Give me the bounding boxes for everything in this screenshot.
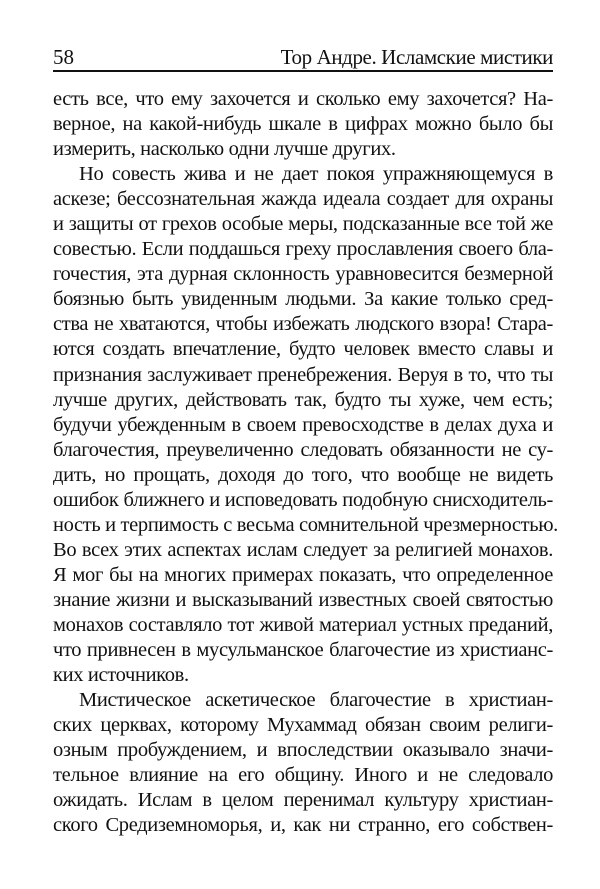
text-line: ского Средиземноморья, и, как ни странно, его собствен- [53,814,553,837]
text-line: ются создать впечатление, будто человек вместо славы и [53,338,553,361]
text-line: ность и терпимость с весьма сомнительной чрезмерностью. [53,513,558,536]
text-line: дить, но прощать, доходя до того, что вообще не видеть [53,463,553,486]
running-header [53,44,553,72]
text-line: измерить, насколько одни лучше других. [53,138,396,161]
text-line: Во всех этих аспектах ислам следует за религией монахов. [53,538,553,561]
paragraph [53,87,553,162]
text-line: ских церквах, которому Мухаммад обязан своим религи- [53,714,553,737]
text-line: верное, на какой-нибудь шкале в цифрах можно было бы [53,113,553,136]
text-line: тельное влияние на его общину. Иного и не следовало [53,764,553,787]
text-line: признания заслуживает пренебрежения. Веруя в то, что ты [53,363,553,386]
paragraph [53,688,553,838]
text-line: будучи убежденным в своем превосходстве в делах духа и [53,413,553,436]
text-line: боязнью быть увиденным людьми. За какие только сред- [53,288,553,311]
text-line: Я мог бы на многих примерах показать, что определенное [53,563,553,586]
text-line: совестью. Если поддашься греху прославления своего бла- [53,238,553,261]
text-line: Но совесть жива и не дает покоя упражняющемуся в [79,163,553,186]
text-line: Мистическое аскетическое благочестие в христиан- [79,689,553,712]
text-line: ких источников. [53,664,189,687]
paragraph [53,162,558,688]
text-line: и защиты от грехов особые меры, подсказанные все той же [53,213,553,236]
running-title: Тор Андре. Исламские мистики [280,45,553,69]
text-line: ожидать. Ислам в целом перенимал культуру христиан- [53,789,553,812]
page-number: 58 [53,45,74,69]
text-line: озным пробуждением, и впоследствии оказывало значи- [53,739,553,762]
text-line: благочестия, преувеличенно следовать обязанности не су- [53,438,553,461]
text-line: ошибок ближнего и исповедовать подобную снисходитель- [53,488,553,511]
text-line: ства не хватаются, чтобы избежать людского взора! Стара- [53,313,553,336]
text-line: знание жизни и высказываний известных своей святостью [53,588,553,611]
text-line: монахов составляло тот живой материал устных преданий, [53,613,553,636]
text-line: гочестия, эта дурная склонность уравновесится безмерной [53,263,553,286]
text-line: лучше других, действовать так, будто ты хуже, чем есть; [53,388,553,411]
text-line: есть все, что ему захочется и сколько ему захочется? На- [53,88,553,110]
text-line: что привнесен в мусульманское благочестие из христианс- [53,639,553,662]
text-line: аскезе; бессознательная жажда идеала создает для охраны [53,188,553,211]
body-text [53,87,558,838]
